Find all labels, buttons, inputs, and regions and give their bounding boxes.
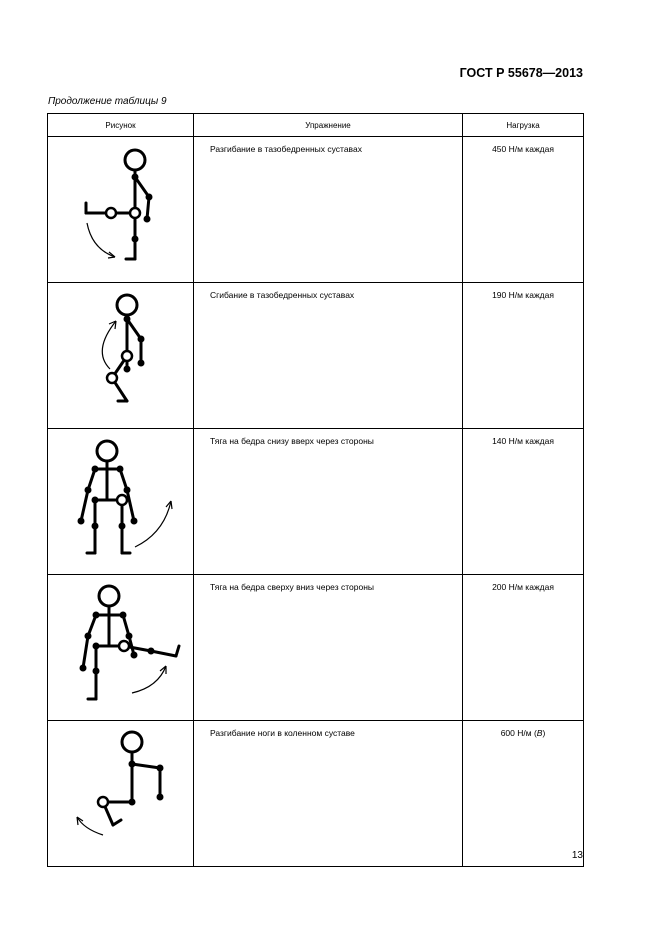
exercise-cell: Разгибание ноги в коленном суставе: [194, 721, 463, 867]
load-value: 600 Н/м: [500, 728, 532, 738]
column-header-exercise: Упражнение: [194, 114, 463, 137]
table-caption: Продолжение таблицы 9: [48, 96, 167, 107]
table-row: [48, 721, 584, 867]
figure-cell: [48, 721, 194, 867]
table-row: [48, 137, 584, 283]
table-row: [48, 575, 584, 721]
column-header-load: Нагрузка: [463, 114, 584, 137]
load-cell: 200 Н/м каждая: [463, 575, 584, 721]
load-cell: 140 Н/м каждая: [463, 429, 584, 575]
page-number: 13: [571, 850, 583, 861]
figure-cell: [48, 137, 194, 283]
column-header-figure: Рисунок: [48, 114, 194, 137]
exercise-cell: Тяга на бедра снизу вверх через стороны: [194, 429, 463, 575]
exercise-cell: Разгибание в тазобедренных суставах: [194, 137, 463, 283]
hip-abduction-figure-icon: [48, 429, 194, 567]
figure-cell: [48, 283, 194, 429]
figure-cell: [48, 429, 194, 575]
load-cell: 190 Н/м каждая: [463, 283, 584, 429]
table-header-row: [48, 114, 584, 137]
knee-extension-figure-icon: [48, 721, 194, 859]
table-row: [48, 283, 584, 429]
load-cell: 450 Н/м каждая: [463, 137, 584, 283]
table-row: [48, 429, 584, 575]
hip-flexion-figure-icon: [48, 283, 194, 421]
load-cell: 600 Н/м (B): [463, 721, 584, 867]
exercise-cell: Тяга на бедра сверху вниз через стороны: [194, 575, 463, 721]
hip-adduction-figure-icon: [48, 575, 194, 713]
load-note: B: [536, 728, 543, 738]
figure-cell: [48, 575, 194, 721]
exercise-cell: Сгибание в тазобедренных суставах: [194, 283, 463, 429]
document-code: ГОСТ Р 55678—2013: [459, 66, 583, 80]
hip-extension-figure-icon: [48, 137, 194, 275]
exercise-table: [47, 113, 584, 867]
